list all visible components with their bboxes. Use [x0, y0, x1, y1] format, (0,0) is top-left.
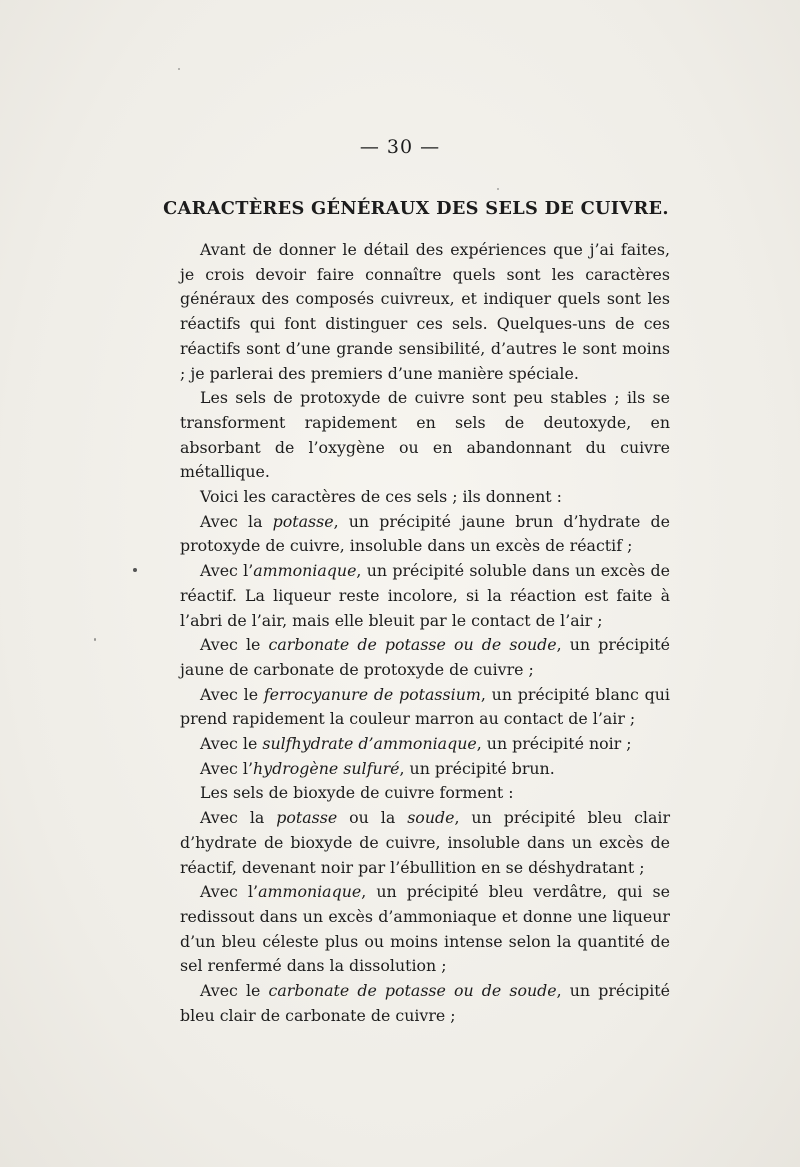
italic-term: carbonate de potasse ou de soude: [268, 981, 557, 1001]
text-run: Avec le: [200, 734, 263, 754]
italic-term: sulfhydrate d’ammoniaque: [262, 734, 477, 754]
text-run: Avec l’: [200, 758, 253, 778]
text-run: , un précipité jaune de carbonate de protoxyde de cuivre ;: [180, 635, 670, 679]
page-number: — 30 —: [359, 136, 441, 158]
print-speck: [178, 68, 180, 70]
italic-term: potasse: [276, 808, 338, 828]
text-run: , un précipité brun.: [399, 758, 555, 778]
section-heading: CARACTÈRES GÉNÉRAUX DES SELS DE CUIVRE.: [163, 198, 669, 219]
text-run: Voici les caractères de ces sels ; ils donnent :: [200, 487, 562, 507]
text-run: Les sels de protoxyde de cuivre sont peu stables ; ils se transforment rapidement en sels de deutoxyde, en absorbant de l’oxygène ou en abandonnant du cuivre métallique.: [180, 388, 670, 482]
text-run: , un précipité jaune brun d’hydrate de protoxyde de cuivre, insoluble dans un excès de réactif ;: [180, 511, 670, 556]
text-run: , un précipité bleu clair de carbonate de cuivre ;: [180, 981, 670, 1025]
paragraph: [180, 238, 670, 386]
italic-term: ammoniaque: [258, 882, 362, 902]
italic-term: carbonate de potasse ou de soude: [268, 635, 557, 655]
text-run: , un précipité noir ;: [476, 734, 632, 754]
text-run: , un précipité soluble dans un excès de réactif. La liqueur reste incolore, si la réaction est faite à l’abri de l’air, mais elle bleuit par le contact de l’air ;: [180, 561, 671, 630]
italic-term: ferrocyanure de potassium: [263, 684, 481, 704]
text-run: Avec le: [200, 981, 269, 1001]
italic-term: potasse: [272, 511, 334, 531]
print-speck: [94, 638, 96, 641]
paragraph: [180, 633, 670, 682]
paragraph: [180, 559, 670, 633]
paragraph: [180, 781, 670, 806]
italic-term: soude: [407, 808, 455, 828]
paragraph: [180, 485, 670, 510]
paragraph: [180, 510, 670, 559]
paragraph: [180, 757, 670, 782]
text-run: Les sels de bioxyde de cuivre forment :: [200, 783, 514, 803]
print-speck: [497, 188, 499, 190]
text-run: , un précipité bleu verdâtre, qui se redissout dans un excès d’ammoniaque et donne une liqueur d’un bleu céleste plus ou moins intense selon la quantité de sel renfermé dans la dissolution ;: [180, 882, 671, 976]
text-run: Avec l’: [200, 561, 254, 581]
text-run: Avant de donner le détail des expériences que j’ai faites, je crois devoir faire connaître quels sont les caractères généraux des composés cuivreux, et indiquer quels sont les réactifs qui font distinguer ces sels. Quelques-uns de ces réactifs sont d’une grande sensibilité, d’autres le sont moins ; je parlerai des premiers d’une manière spéciale.: [180, 240, 670, 383]
paragraph: [180, 732, 670, 757]
text-run: , un précipité bleu clair d’hydrate de bioxyde de cuivre, insoluble dans un excès de réactif, devenant noir par l’ébullition en se déshydratant ;: [180, 808, 670, 877]
italic-term: hydrogène sulfuré: [252, 758, 400, 778]
text-run: Avec la: [200, 511, 273, 531]
paragraph: [180, 806, 670, 880]
paragraph: [180, 683, 670, 732]
paragraph: [180, 880, 670, 979]
italic-term: ammoniaque: [253, 561, 357, 581]
text-run: , un précipité blanc qui prend rapidement la couleur marron au contact de l’air ;: [180, 684, 670, 729]
paragraph: [180, 979, 670, 1028]
body-text: [180, 238, 670, 1029]
text-run: Avec la: [200, 808, 277, 828]
text-run: ou la: [337, 808, 408, 828]
paragraph: [180, 386, 670, 485]
text-run: Avec le: [200, 684, 264, 704]
text-run: Avec l’: [200, 882, 259, 902]
text-run: Avec le: [200, 635, 269, 655]
print-speck: [133, 568, 137, 572]
